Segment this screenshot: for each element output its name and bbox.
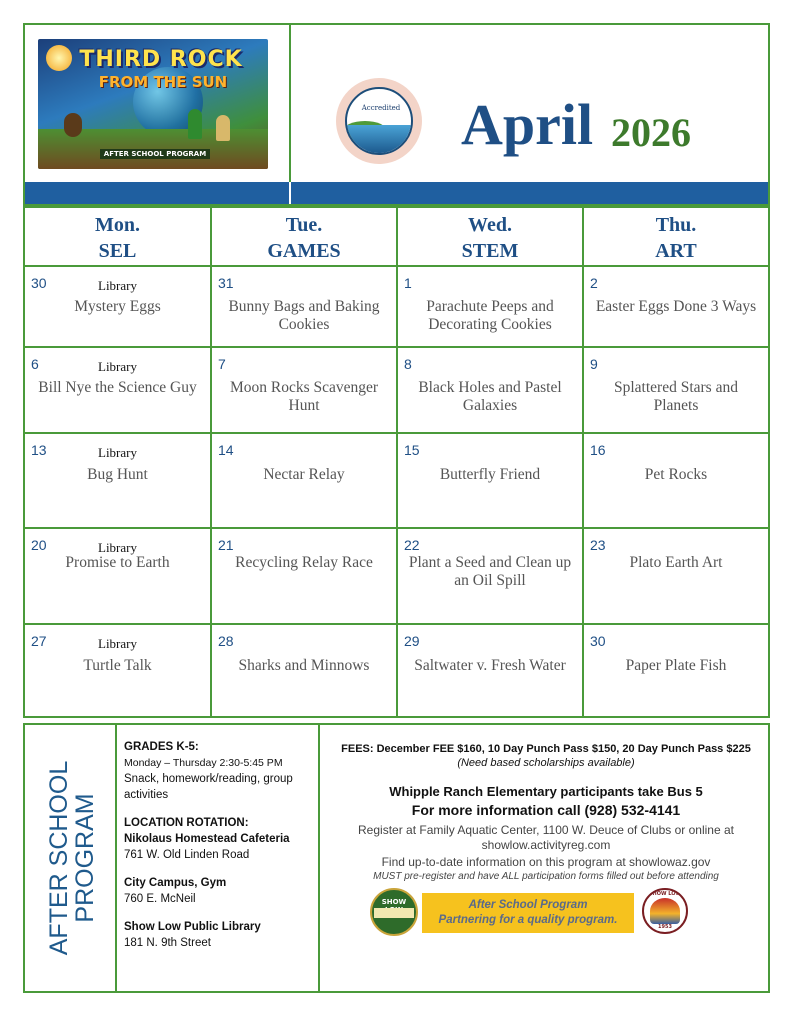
- location-2-address: 760 E. McNeil: [124, 893, 196, 905]
- day-cell: [25, 434, 210, 527]
- day-number: 1: [404, 275, 412, 291]
- banner-line2: Partnering for a quality program.: [438, 914, 618, 926]
- library-label: Library: [98, 278, 137, 293]
- activity-title: Sharks and Minnows: [238, 657, 370, 674]
- column-day: Wed.: [468, 214, 512, 236]
- day-number: 21: [218, 537, 234, 553]
- day-number: 13: [31, 442, 47, 458]
- schedule: Monday – Thursday 2:30-5:45 PM: [124, 757, 283, 769]
- library-label: Library: [98, 445, 137, 460]
- seal-emblem-icon: [650, 898, 680, 924]
- activity-title: Bunny Bags and Baking Cookies: [228, 298, 380, 333]
- side-title: [33, 729, 111, 987]
- sun-icon: [46, 45, 72, 71]
- location-1-name: Nikolaus Homestead Cafeteria: [124, 833, 290, 845]
- column-theme: ART: [655, 240, 697, 262]
- program-details: [124, 739, 314, 951]
- location-2-name: City Campus, Gym: [124, 877, 227, 889]
- logo-title: THIRD ROCK: [79, 47, 243, 72]
- location-label: LOCATION ROTATION:: [124, 817, 249, 829]
- activity-title: Turtle Talk: [83, 657, 152, 674]
- program-info: [23, 723, 770, 993]
- activity-title: Mystery Eggs: [74, 298, 161, 315]
- location-1-address: 761 W. Old Linden Road: [124, 849, 250, 861]
- column-header-thu: [584, 208, 768, 265]
- day-number: 14: [218, 442, 234, 458]
- month-title: April: [461, 92, 594, 157]
- side-title-line1: AFTER SCHOOL: [45, 760, 73, 956]
- day-number: 8: [404, 356, 412, 372]
- telescope-icon: [64, 113, 82, 137]
- column-day: Thu.: [655, 214, 697, 236]
- right-logo-year: 1953: [658, 924, 672, 930]
- logo-panel: [25, 25, 291, 182]
- day-cell: [584, 267, 768, 346]
- activity-title: Parachute Peeps and Decorating Cookies: [426, 298, 554, 333]
- activity-title: Nectar Relay: [263, 466, 345, 483]
- preregister-note: MUST pre-register and have ALL participation forms filled out before attending: [373, 871, 719, 882]
- library-label: Library: [98, 636, 137, 651]
- fees-label: FEES:: [341, 743, 374, 755]
- footer-divider: [115, 725, 117, 991]
- activity-title: Plato Earth Art: [629, 554, 723, 571]
- day-cell: [25, 625, 210, 716]
- column-theme: STEM: [461, 240, 519, 262]
- logo-subtitle: FROM THE SUN: [98, 73, 228, 91]
- side-title-line2: PROGRAM: [71, 793, 99, 923]
- right-logo-text: SHOW LOW: [648, 891, 682, 897]
- activity-title: Recycling Relay Race: [235, 554, 373, 571]
- scholarship-note: (Need based scholarships available): [457, 757, 635, 769]
- activity-title: Bill Nye the Science Guy: [38, 379, 197, 396]
- day-number: 9: [590, 356, 598, 372]
- logo-band: [374, 908, 414, 918]
- activity-title: Easter Eggs Done 3 Ways: [595, 298, 757, 315]
- day-cell: [25, 529, 210, 623]
- day-cell: [25, 348, 210, 432]
- kid-figure-icon: [216, 115, 230, 141]
- day-number: 15: [404, 442, 420, 458]
- column-header-mon: [25, 208, 210, 265]
- activity-title: Saltwater v. Fresh Water: [414, 657, 566, 674]
- contact-phone: For more information call (928) 532-4141: [411, 802, 681, 818]
- seal-inner: [345, 87, 413, 155]
- day-cell: [398, 434, 582, 527]
- band-divider: [289, 182, 291, 204]
- activity-title: Splattered Stars and Planets: [614, 379, 738, 414]
- day-number: 20: [31, 537, 47, 553]
- left-logo-text: SHOW: [381, 898, 407, 906]
- fees-section: [326, 743, 766, 882]
- third-rock-logo: [38, 39, 268, 169]
- calendar-grid: [23, 206, 770, 718]
- day-cell: [584, 434, 768, 527]
- seal-wave: [347, 125, 413, 153]
- banner-line1: After School Program: [468, 899, 588, 911]
- includes: Snack, homework/reading, group activities: [124, 773, 293, 801]
- seal-text: Accredited: [361, 104, 401, 112]
- day-cell: [584, 348, 768, 432]
- day-cell: [398, 529, 582, 623]
- column-day: Tue.: [285, 214, 323, 236]
- library-label: Library: [98, 540, 137, 555]
- activity-title: Plant a Seed and Clean up an Oil Spill: [408, 554, 572, 589]
- day-cell: [398, 625, 582, 716]
- show-low-district-logo: [370, 888, 418, 936]
- bus-note: Whipple Ranch Elementary participants take Bus 5: [389, 784, 703, 799]
- day-number: 22: [404, 537, 420, 553]
- day-number: 28: [218, 633, 234, 649]
- show-low-city-seal: [642, 888, 688, 934]
- grades-label: GRADES K-5:: [124, 741, 199, 753]
- day-cell: [212, 348, 396, 432]
- location-3-name: Show Low Public Library: [124, 921, 261, 933]
- day-cell: [212, 625, 396, 716]
- day-cell: [584, 625, 768, 716]
- activity-title: Pet Rocks: [644, 466, 708, 483]
- activity-title: Butterfly Friend: [439, 466, 541, 483]
- day-cell: [398, 267, 582, 346]
- day-number: 30: [590, 633, 606, 649]
- day-cell: [398, 348, 582, 432]
- day-number: 31: [218, 275, 234, 291]
- side-title-text: [46, 761, 98, 955]
- day-number: 29: [404, 633, 420, 649]
- day-cell: [584, 529, 768, 623]
- day-number: 16: [590, 442, 606, 458]
- column-day: Mon.: [95, 214, 140, 236]
- activity-title: Paper Plate Fish: [625, 657, 727, 674]
- day-number: 2: [590, 275, 598, 291]
- footer-divider: [318, 725, 320, 991]
- column-theme: SEL: [98, 240, 137, 262]
- year-title: 2026: [611, 110, 691, 155]
- day-cell: [212, 267, 396, 346]
- day-number: 30: [31, 275, 47, 291]
- day-cell: [25, 267, 210, 346]
- column-header-tue: [212, 208, 396, 265]
- accreditation-seal: [336, 78, 422, 164]
- location-3-address: 181 N. 9th Street: [124, 937, 211, 949]
- partnership-banner: [422, 893, 634, 933]
- activity-title: Bug Hunt: [87, 466, 148, 483]
- registration-info: Register at Family Aquatic Center, 1100 W. Deuce of Clubs or online at showlow.activityreg.com: [358, 823, 734, 852]
- day-cell: [212, 529, 396, 623]
- day-number: 27: [31, 633, 47, 649]
- calendar-header: [23, 23, 770, 206]
- day-number: 23: [590, 537, 606, 553]
- library-label: Library: [98, 359, 137, 374]
- day-cell: [212, 434, 396, 527]
- column-theme: GAMES: [267, 240, 341, 262]
- day-number: 6: [31, 356, 39, 372]
- kid-figure-icon: [188, 109, 202, 139]
- activity-title: Moon Rocks Scavenger Hunt: [229, 379, 379, 414]
- activity-title: Black Holes and Pastel Galaxies: [418, 379, 562, 414]
- day-number: 7: [218, 356, 226, 372]
- fees-text: December FEE $160, 10 Day Punch Pass $150, 20 Day Punch Pass $225: [376, 743, 751, 755]
- website-info: Find up-to-date information on this program at showlowaz.gov: [381, 855, 711, 869]
- logo-caption: AFTER SCHOOL PROGRAM: [100, 149, 210, 159]
- column-header-wed: [398, 208, 582, 265]
- blue-band: [25, 182, 768, 204]
- activity-title: Promise to Earth: [65, 554, 170, 571]
